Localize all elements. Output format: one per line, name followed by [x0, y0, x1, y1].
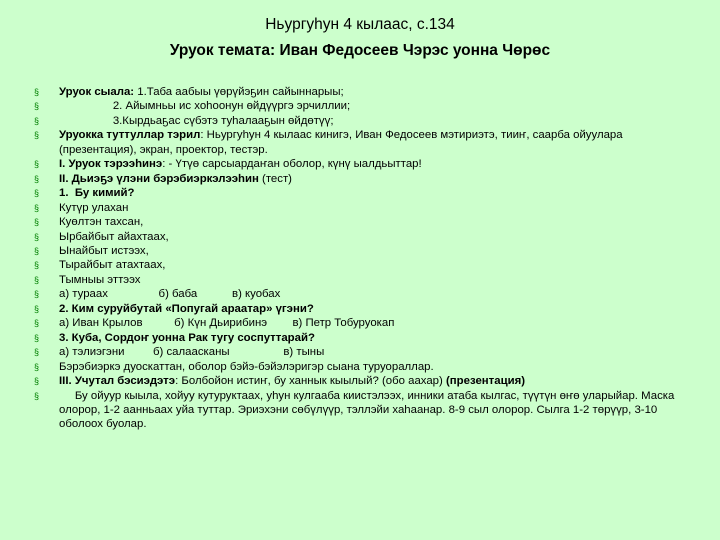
text: Бэрэбиэркэ дуоскаттан, оболор бэйэ-бэйэлэригэр сыана туруораллар.	[59, 360, 434, 373]
text: 1.Таба аабыы үөрүйэҕин сайыннарыы;	[137, 86, 344, 98]
bold-text: Уруок сыала:	[59, 86, 138, 98]
bullet-icon: §	[34, 202, 40, 213]
list-item	[34, 287, 694, 301]
bullet-icon: §	[34, 231, 40, 242]
bullet-icon: §	[34, 274, 40, 285]
list-item	[34, 360, 694, 374]
text: Бу ойуур кыыла, хойуу кутуруктаах, уһун кулгааба киистэлээх, инники атаба кылгас, түүтүн өҥө уларыйар. Маска олорор, 1-2 аанньаах уйа туттар. Эриэхэни сөбүлүүр, тэллэйи хаһаанар. 8-9 сыл олорор. Сылга 1-2 төрүүр, 3-10 оболоох буолар.	[59, 389, 678, 431]
bullet-icon: §	[34, 245, 40, 256]
bullet-icon: §	[34, 188, 40, 199]
text: Тырайбыт атахтаах,	[59, 259, 166, 272]
list-item	[34, 99, 694, 113]
text: Ырбайбыт айахтаах,	[59, 230, 169, 243]
text: : - Үтүө сарсыардаҥан оболор, күнү ыалдьыттар!	[162, 158, 422, 171]
text: а) Иван Крылов б) Күн Дьирибинэ в) Петр Тобуруокап	[59, 317, 395, 330]
list-item	[34, 258, 694, 272]
list-item	[34, 302, 694, 316]
bullet-icon: §	[34, 332, 40, 343]
bullet-icon: §	[34, 173, 40, 184]
text: а) тэлиэгэни б) салаасканы в) тыны	[59, 346, 325, 359]
bullet-icon: §	[34, 376, 40, 387]
list-item	[34, 114, 694, 128]
list-item	[34, 331, 694, 345]
text: (тест)	[258, 172, 292, 185]
bold-text: III. Учутал бэсиэдэтэ	[59, 375, 176, 388]
bullet-icon: §	[34, 303, 40, 314]
list-item	[34, 85, 694, 99]
bold-text: I. Уруок тэрээһинэ	[59, 158, 163, 171]
bullet-icon: §	[34, 361, 40, 372]
slide-title	[0, 12, 720, 64]
bold-text: 1. Бу кимий?	[59, 187, 135, 200]
bullet-icon: §	[34, 260, 40, 271]
list-item	[34, 157, 694, 171]
list-item	[34, 230, 694, 244]
bold-text: 2. Ким суруйбутай «Попугай араатар» үгэни?	[59, 302, 314, 315]
bullet-icon: §	[34, 318, 40, 329]
list-item	[34, 186, 694, 200]
text: 2. Айымньы ис хоһоонун өйдүүргэ эрчиллии;	[59, 100, 351, 113]
list-item	[34, 128, 694, 157]
list-item	[34, 374, 694, 388]
text: : Болбойон истиҥ, бу ханнык кыылый? (обо аахар)	[175, 375, 446, 388]
list-item	[34, 172, 694, 186]
text: : Ньургуһун 4 кылаас кинигэ, Иван Федосеев мэтириэтэ, тииҥ, саарба ойуулара (презентация), экран, проектор, тестэр.	[59, 129, 626, 156]
text: Кутүр улахан	[59, 201, 129, 214]
list-item	[34, 316, 694, 330]
bullet-icon: §	[34, 115, 40, 126]
bold-text: II. Дьиэҕэ үлэни бэрэбиэркэлээһин	[59, 172, 259, 185]
text: 3.Кырдьаҕас сүбэтэ туһалааҕын өйдөтүү;	[59, 114, 334, 127]
bold-text: Уруокка туттуллар тэрил	[59, 129, 201, 142]
text: Тымныы эттээх	[59, 273, 141, 286]
list-item	[34, 201, 694, 215]
bullet-icon: §	[34, 87, 40, 97]
bullet-icon: §	[34, 289, 40, 300]
text: Ынайбыт истээх,	[59, 244, 149, 257]
bullet-icon: §	[34, 347, 40, 358]
bullet-icon: §	[34, 217, 40, 228]
bullet-icon: §	[34, 390, 40, 401]
bold-text: 3. Куба, Сордоҥ уонна Рак тугу соспуттарай?	[59, 331, 315, 344]
title-line-1: Ньургуһун 4 кылаас, с.134	[265, 16, 455, 33]
text: Куөлтэн тахсан,	[59, 216, 144, 229]
bullet-icon: §	[34, 130, 40, 141]
list-item	[34, 244, 694, 258]
title-line-2: Уруок темата: Иван Федосеев Чэрэс уонна Чөрөс	[169, 42, 551, 59]
content-list	[34, 85, 694, 432]
list-item	[34, 389, 694, 432]
list-item	[34, 273, 694, 287]
list-item	[34, 215, 694, 229]
list-item	[34, 345, 694, 359]
bullet-icon: §	[34, 159, 40, 170]
text: а) тураах б) баба в) куобах	[59, 288, 281, 301]
bullet-icon: §	[34, 101, 40, 112]
bold-text: (презентация)	[445, 375, 526, 388]
